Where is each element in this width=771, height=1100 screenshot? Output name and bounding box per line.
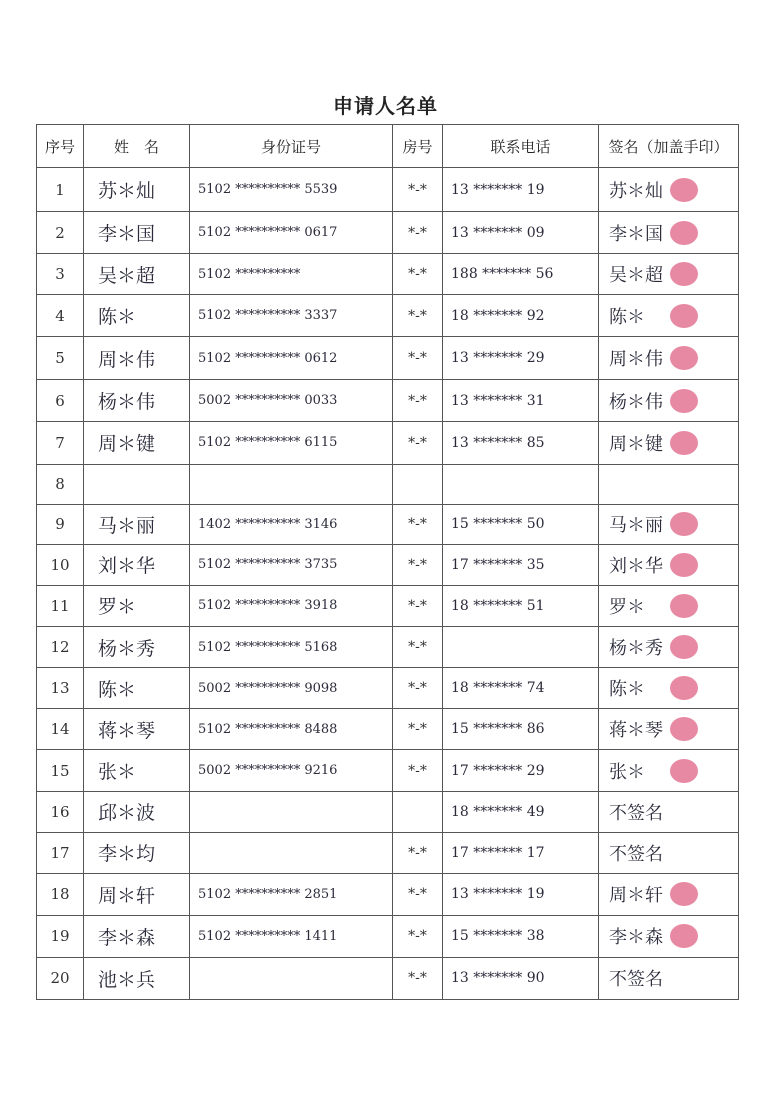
row-name: 杨＊伟 bbox=[84, 380, 190, 421]
header-phone: 联系电话 bbox=[443, 125, 599, 168]
row-seq: 6 bbox=[37, 380, 84, 421]
fingerprint-stamp bbox=[670, 635, 698, 659]
row-room: *-* bbox=[393, 168, 443, 212]
fingerprint-stamp bbox=[670, 304, 698, 328]
row-id-number: 5102 ********** 3337 bbox=[190, 295, 393, 337]
row-signature: 杨＊伟 bbox=[599, 380, 739, 421]
row-signature bbox=[599, 464, 739, 504]
row-id-number: 5102 ********** bbox=[190, 254, 393, 295]
row-id-number: 5102 ********** 8488 bbox=[190, 709, 393, 750]
row-seq: 14 bbox=[37, 709, 84, 750]
row-seq: 3 bbox=[37, 254, 84, 295]
row-signature: 周＊伟 bbox=[599, 337, 739, 380]
row-name: 李＊森 bbox=[84, 915, 190, 957]
fingerprint-stamp bbox=[670, 346, 698, 370]
fingerprint-stamp bbox=[670, 594, 698, 618]
row-seq: 18 bbox=[37, 873, 84, 915]
row-name: 马＊丽 bbox=[84, 504, 190, 544]
fingerprint-stamp bbox=[670, 512, 698, 536]
table-row bbox=[37, 585, 739, 626]
row-phone: 13 ******* 29 bbox=[443, 337, 599, 380]
table-row bbox=[37, 421, 739, 464]
row-name: 周＊键 bbox=[84, 421, 190, 464]
row-phone: 13 ******* 19 bbox=[443, 873, 599, 915]
fingerprint-stamp bbox=[670, 262, 698, 286]
table-row bbox=[37, 750, 739, 792]
row-phone: 13 ******* 31 bbox=[443, 380, 599, 421]
row-seq: 15 bbox=[37, 750, 84, 792]
row-seq: 16 bbox=[37, 792, 84, 832]
row-phone: 15 ******* 86 bbox=[443, 709, 599, 750]
fingerprint-stamp bbox=[670, 717, 698, 741]
fingerprint-stamp bbox=[670, 882, 698, 906]
row-signature: 杨＊秀 bbox=[599, 627, 739, 668]
row-name: 陈＊ bbox=[84, 295, 190, 337]
row-name: 刘＊华 bbox=[84, 544, 190, 585]
fingerprint-stamp bbox=[670, 221, 698, 245]
row-seq: 11 bbox=[37, 585, 84, 626]
row-name: 陈＊ bbox=[84, 668, 190, 709]
table-row bbox=[37, 254, 739, 295]
row-id-number bbox=[190, 957, 393, 999]
row-id-number: 5102 ********** 0617 bbox=[190, 212, 393, 254]
row-phone: 18 ******* 92 bbox=[443, 295, 599, 337]
table-header-row bbox=[37, 125, 739, 168]
row-name: 蒋＊琴 bbox=[84, 709, 190, 750]
row-phone: 17 ******* 35 bbox=[443, 544, 599, 585]
row-signature: 周＊键 bbox=[599, 421, 739, 464]
row-name: 周＊伟 bbox=[84, 337, 190, 380]
row-room: *-* bbox=[393, 668, 443, 709]
table-row bbox=[37, 709, 739, 750]
row-signature: 吴＊超 bbox=[599, 254, 739, 295]
table-row bbox=[37, 873, 739, 915]
row-signature: 不签名 bbox=[599, 792, 739, 832]
row-room: *-* bbox=[393, 627, 443, 668]
row-room: *-* bbox=[393, 544, 443, 585]
row-name: 李＊均 bbox=[84, 832, 190, 873]
header-room: 房号 bbox=[393, 125, 443, 168]
row-room: *-* bbox=[393, 504, 443, 544]
row-id-number: 5102 ********** 0612 bbox=[190, 337, 393, 380]
table-row bbox=[37, 212, 739, 254]
row-id-number bbox=[190, 464, 393, 504]
table-row bbox=[37, 544, 739, 585]
row-signature: 李＊森 bbox=[599, 915, 739, 957]
row-id-number: 5002 ********** 9216 bbox=[190, 750, 393, 792]
row-id-number: 5102 ********** 3918 bbox=[190, 585, 393, 626]
row-seq: 10 bbox=[37, 544, 84, 585]
row-id-number: 1402 ********** 3146 bbox=[190, 504, 393, 544]
row-id-number bbox=[190, 792, 393, 832]
applicant-table bbox=[36, 124, 739, 1000]
row-phone: 18 ******* 49 bbox=[443, 792, 599, 832]
row-signature: 罗＊ bbox=[599, 585, 739, 626]
fingerprint-stamp bbox=[670, 759, 698, 783]
row-name: 张＊ bbox=[84, 750, 190, 792]
row-seq: 12 bbox=[37, 627, 84, 668]
fingerprint-stamp bbox=[670, 389, 698, 413]
row-name: 邱＊波 bbox=[84, 792, 190, 832]
row-id-number: 5102 ********** 5168 bbox=[190, 627, 393, 668]
row-id-number: 5002 ********** 9098 bbox=[190, 668, 393, 709]
row-signature: 周＊轩 bbox=[599, 873, 739, 915]
row-signature: 不签名 bbox=[599, 832, 739, 873]
row-id-number: 5102 ********** 2851 bbox=[190, 873, 393, 915]
row-seq: 17 bbox=[37, 832, 84, 873]
row-seq: 2 bbox=[37, 212, 84, 254]
row-phone: 13 ******* 09 bbox=[443, 212, 599, 254]
row-signature: 陈＊ bbox=[599, 668, 739, 709]
table-row bbox=[37, 792, 739, 832]
row-room: *-* bbox=[393, 337, 443, 380]
row-seq: 7 bbox=[37, 421, 84, 464]
header-name: 姓 名 bbox=[84, 125, 190, 168]
row-id-number: 5102 ********** 3735 bbox=[190, 544, 393, 585]
fingerprint-stamp bbox=[670, 676, 698, 700]
row-name: 周＊轩 bbox=[84, 873, 190, 915]
page-title: 申请人名单 bbox=[333, 94, 438, 118]
row-signature: 李＊国 bbox=[599, 212, 739, 254]
header-id-number: 身份证号 bbox=[190, 125, 393, 168]
table-row bbox=[37, 832, 739, 873]
table-row bbox=[37, 668, 739, 709]
row-room: *-* bbox=[393, 295, 443, 337]
row-name bbox=[84, 464, 190, 504]
row-seq: 5 bbox=[37, 337, 84, 380]
row-phone: 13 ******* 85 bbox=[443, 421, 599, 464]
table-body bbox=[37, 168, 739, 1000]
row-seq: 9 bbox=[37, 504, 84, 544]
row-phone: 188 ******* 56 bbox=[443, 254, 599, 295]
fingerprint-stamp bbox=[670, 178, 698, 202]
row-seq: 4 bbox=[37, 295, 84, 337]
row-phone bbox=[443, 464, 599, 504]
row-id-number: 5002 ********** 0033 bbox=[190, 380, 393, 421]
row-signature: 不签名 bbox=[599, 957, 739, 999]
row-name: 罗＊ bbox=[84, 585, 190, 626]
row-room: *-* bbox=[393, 254, 443, 295]
row-phone: 17 ******* 17 bbox=[443, 832, 599, 873]
row-phone: 13 ******* 19 bbox=[443, 168, 599, 212]
row-id-number: 5102 ********** 6115 bbox=[190, 421, 393, 464]
row-room bbox=[393, 464, 443, 504]
table-row bbox=[37, 957, 739, 999]
row-room: *-* bbox=[393, 957, 443, 999]
row-phone: 15 ******* 50 bbox=[443, 504, 599, 544]
table-row bbox=[37, 168, 739, 212]
row-room: *-* bbox=[393, 380, 443, 421]
fingerprint-stamp bbox=[670, 431, 698, 455]
table-row bbox=[37, 915, 739, 957]
row-id-number: 5102 ********** 1411 bbox=[190, 915, 393, 957]
row-phone: 17 ******* 29 bbox=[443, 750, 599, 792]
table-row bbox=[37, 627, 739, 668]
row-phone: 15 ******* 38 bbox=[443, 915, 599, 957]
row-seq: 1 bbox=[37, 168, 84, 212]
table-row bbox=[37, 464, 739, 504]
row-room: *-* bbox=[393, 585, 443, 626]
row-id-number bbox=[190, 832, 393, 873]
row-name: 李＊国 bbox=[84, 212, 190, 254]
row-seq: 13 bbox=[37, 668, 84, 709]
header-signature: 签名（加盖手印） bbox=[599, 125, 739, 168]
table-row bbox=[37, 504, 739, 544]
row-seq: 8 bbox=[37, 464, 84, 504]
row-name: 苏＊灿 bbox=[84, 168, 190, 212]
table-row bbox=[37, 295, 739, 337]
row-phone: 13 ******* 90 bbox=[443, 957, 599, 999]
row-id-number: 5102 ********** 5539 bbox=[190, 168, 393, 212]
row-name: 杨＊秀 bbox=[84, 627, 190, 668]
row-room: *-* bbox=[393, 709, 443, 750]
row-room: *-* bbox=[393, 421, 443, 464]
row-signature: 陈＊ bbox=[599, 295, 739, 337]
row-signature: 蒋＊琴 bbox=[599, 709, 739, 750]
fingerprint-stamp bbox=[670, 924, 698, 948]
row-seq: 19 bbox=[37, 915, 84, 957]
row-room: *-* bbox=[393, 832, 443, 873]
row-room: *-* bbox=[393, 212, 443, 254]
row-signature: 张＊ bbox=[599, 750, 739, 792]
row-room: *-* bbox=[393, 750, 443, 792]
row-name: 吴＊超 bbox=[84, 254, 190, 295]
row-seq: 20 bbox=[37, 957, 84, 999]
row-name: 池＊兵 bbox=[84, 957, 190, 999]
row-room: *-* bbox=[393, 915, 443, 957]
row-signature: 苏＊灿 bbox=[599, 168, 739, 212]
header-seq: 序号 bbox=[37, 125, 84, 168]
table-row bbox=[37, 337, 739, 380]
row-phone: 18 ******* 51 bbox=[443, 585, 599, 626]
row-room bbox=[393, 792, 443, 832]
row-phone: 18 ******* 74 bbox=[443, 668, 599, 709]
row-room: *-* bbox=[393, 873, 443, 915]
row-signature: 刘＊华 bbox=[599, 544, 739, 585]
row-phone bbox=[443, 627, 599, 668]
table-row bbox=[37, 380, 739, 421]
fingerprint-stamp bbox=[670, 553, 698, 577]
row-signature: 马＊丽 bbox=[599, 504, 739, 544]
